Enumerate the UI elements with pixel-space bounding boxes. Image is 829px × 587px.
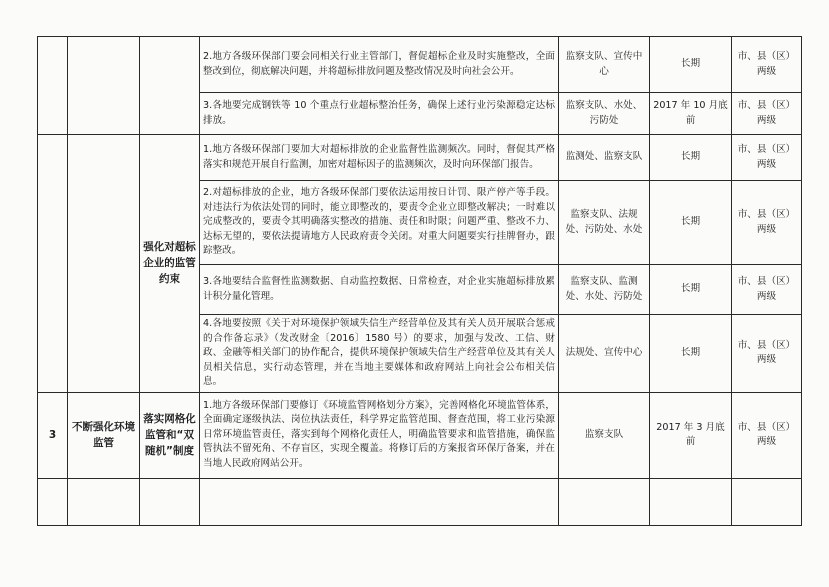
table-row	[38, 135, 802, 181]
level-cell: 市、县（区）两级	[732, 93, 802, 135]
faded-cell	[140, 478, 200, 525]
task-cell: 1.地方各级环保部门要修订《环境监管网格划分方案》，完善网格化环境监管体系，全面确定逐级执法、岗位执法责任，科学界定监管范围、督查范围，将工业污染源日常环境监管责任，落实到每个网格化责任人，明确监管要求和监管措施，确保监管执法不留死角、不存盲区，实现全覆盖。将修订后的方案报省环保厅备案，并在当地人民政府网站公开。	[200, 392, 559, 478]
category-cell: 不断强化环境监管	[68, 392, 140, 478]
table-row	[38, 392, 802, 478]
department-cell: 监察支队	[559, 392, 650, 478]
task-table	[37, 36, 802, 526]
level-cell: 市、县（区）两级	[732, 37, 802, 93]
deadline-cell: 长期	[650, 181, 732, 265]
department-cell: 监察支队、法规处、污防处、水处	[559, 181, 650, 265]
task-cell: 2.对超标排放的企业，地方各级环保部门要依法运用按日计罚、限产停产等手段。对违法行为依法处罚的同时，能立即整改的，要责令企业立即整改解决；一时难以完成整改的，要责令其明确落实整改的措施、责任和时限；问题严重、整改不力、达标无望的，要依法提请地方人民政府责令关闭。对重大问题要实行挂牌督办，跟踪整改。	[200, 181, 559, 265]
task-cell: 4.各地要按照《关于对环境保护领域失信生产经营单位及其有关人员开展联合惩戒的合作备忘录》（发改财金〔2016〕1580 号）的要求，加强与发改、工信、财政、金融等相关部门的协作配合，提供环境保护领域失信生产经营单位及其有关人员相关信息，实行动态管理，并在当地主要媒体和政府网站上向社会公布相关信息。	[200, 315, 559, 393]
deadline-cell: 2017 年 3 月底前	[650, 392, 732, 478]
department-cell: 监察支队、水处、污防处	[559, 93, 650, 135]
department-cell: 监测处、监察支队	[559, 135, 650, 181]
faded-cell	[559, 478, 650, 525]
table-row	[38, 37, 802, 93]
level-cell: 市、县（区）两级	[732, 181, 802, 265]
deadline-cell: 长期	[650, 37, 732, 93]
item-number-cell	[38, 37, 68, 135]
table-row	[38, 478, 802, 525]
task-cell: 2.地方各级环保部门要会同相关行业主管部门，督促超标企业及时实施整改，全面整改到位，彻底解决问题，并将超标排放问题及整改情况及时向社会公开。	[200, 37, 559, 93]
level-cell: 市、县（区）两级	[732, 265, 802, 315]
deadline-cell: 长期	[650, 315, 732, 393]
subcategory-cell: 落实网格化监管和“双随机”制度	[140, 392, 200, 478]
deadline-cell: 长期	[650, 265, 732, 315]
department-cell: 监察支队、宣传中心	[559, 37, 650, 93]
level-cell: 市、县（区）两级	[732, 315, 802, 393]
level-cell: 市、县（区）两级	[732, 392, 802, 478]
task-cell: 1.地方各级环保部门要加大对超标排放的企业监督性监测频次。同时，督促其严格落实和规范开展自行监测，加密对超标因子的监测频次，及时向环保部门报告。	[200, 135, 559, 181]
subcategory-cell	[140, 37, 200, 135]
faded-cell	[650, 478, 732, 525]
deadline-cell: 2017 年 10 月底前	[650, 93, 732, 135]
item-number-cell: 3	[38, 392, 68, 478]
task-cell: 3.各地要结合监督性监测数据、自动监控数据、日常检查，对企业实施超标排放累计积分量化管理。	[200, 265, 559, 315]
faded-cell	[38, 478, 68, 525]
department-cell: 法规处、宣传中心	[559, 315, 650, 393]
item-number-cell	[38, 135, 68, 393]
subcategory-cell: 强化对超标企业的监管约束	[140, 135, 200, 393]
category-cell	[68, 135, 140, 393]
category-cell	[68, 37, 140, 135]
faded-cell	[732, 478, 802, 525]
faded-cell	[68, 478, 140, 525]
department-cell: 监察支队、监测处、水处、污防处	[559, 265, 650, 315]
faded-cell	[200, 478, 559, 525]
level-cell: 市、县（区）两级	[732, 135, 802, 181]
deadline-cell: 长期	[650, 135, 732, 181]
task-cell: 3.各地要完成钢铁等 10 个重点行业超标整治任务，确保上述行业污染源稳定达标排放。	[200, 93, 559, 135]
